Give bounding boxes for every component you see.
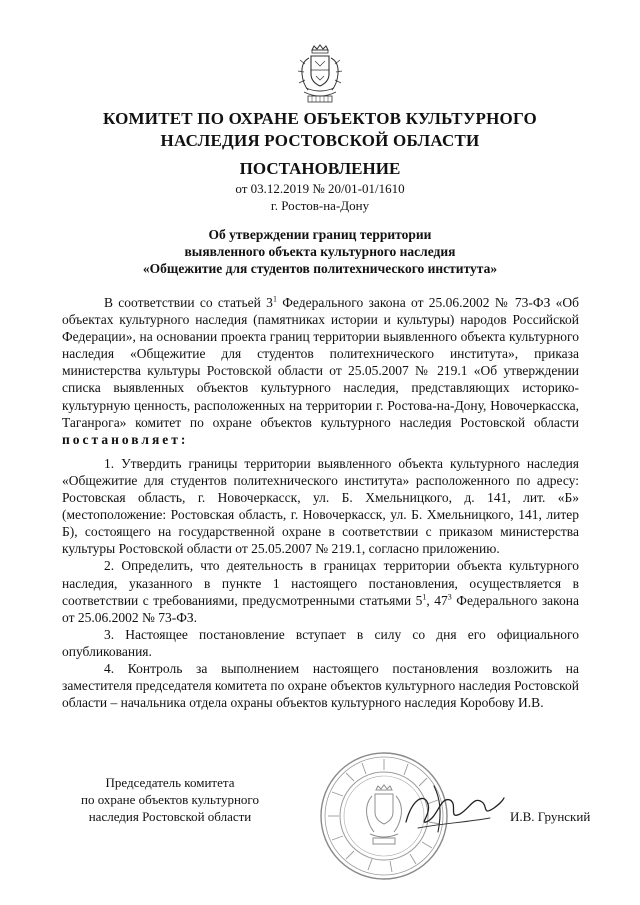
organization-name-line2: НАСЛЕДИЯ РОСТОВСКОЙ ОБЛАСТИ (160, 131, 480, 150)
signer-title (70, 774, 270, 825)
preamble-text-b: Федерального закона от 25.06.2002 № 73-ФЗ «Об объектах культурного наследия (памятниках истории и культуры) народов Российской Федерации», на основании проекта границ территории выявленного объекта культурного наследия «Общежитие для студентов политехнического института», приказа министерства культуры Ростовской области от 25.05.2007 № 219.1 «Об утверждении списка выявленных объектов культурного наследия, представляющих историко-культурную ценность, расположенных на территории г. Ростова-на-Дону, Новочеркасска, Таганрога» комитет по охране объектов культурного наследия Ростовской области (62, 295, 579, 430)
signer-name: И.В. Грунский (510, 809, 591, 824)
subject-line1: Об утверждении границ территории (208, 227, 432, 242)
document-body (62, 294, 579, 711)
document-subject (60, 226, 580, 277)
decree-word: постановляет: (62, 431, 189, 447)
organization-name-line1: КОМИТЕТ ПО ОХРАНЕ ОБЪЕКТОВ КУЛЬТУРНОГО (103, 109, 537, 128)
organization-name (60, 108, 580, 152)
signer-title-line2: по охране объектов культурного (81, 792, 259, 807)
document-type: ПОСТАНОВЛЕНИЕ (239, 159, 401, 178)
item-2-superscript-1: 1 (422, 592, 427, 602)
signer-title-line1: Председатель комитета (105, 775, 235, 790)
item-2-superscript-2: 3 (447, 592, 452, 602)
handwritten-signature-icon (398, 778, 508, 838)
item-2-text-b: , 47 (426, 592, 448, 608)
signer-title-line3: наследия Ростовской области (88, 809, 252, 824)
document-date-number: от 03.12.2019 № 20/01-01/1610 (235, 181, 405, 196)
preamble-superscript: 1 (272, 294, 277, 304)
preamble-text-a: В соответствии со статьей 3 (104, 295, 273, 310)
subject-line2: выявленного объекта культурного наследия (184, 244, 456, 259)
item-1: 1. Утвердить границы территории выявленного объекта культурного наследия «Общежитие для студентов политехнического института» расположенного по адресу: Ростовская область, г. Новочеркасск, ул. Б. Хмельницкого, д. 141, лит. «Б» (местоположение: Ростовская область, г. Новочеркасск, ул. Б. Хмельницкого, 141, литер Б), состоящего на государственной охране в соответствии с приказом министерства культуры Ростовской области от 25.05.2007 № 219.1, согласно приложению. (62, 455, 579, 557)
subject-line3: «Общежитие для студентов политехнического института» (142, 261, 498, 276)
document-meta (60, 180, 580, 214)
item-2-text-a: 2. Определить, что деятельность в границах территории объекта культурного наследия, указанного в пункте 1 настоящего постановления, осуществляется в соответствии с требованиями, предусмотренными статьями 5 (62, 558, 579, 608)
item-2-text-c: Федерального закона от 25.06.2002 № 73-ФЗ. (62, 592, 580, 625)
item-4: 4. Контроль за выполнением настоящего постановления возложить на заместителя председателя комитета по охране объектов культурного наследия Ростовской области – начальника отдела охраны объектов культурного наследия Коробову И.В. (62, 660, 579, 711)
item-3: 3. Настоящее постановление вступает в силу со дня его официального опубликования. (62, 626, 579, 659)
item-2 (62, 557, 579, 625)
preamble-paragraph (62, 294, 579, 448)
document-city: г. Ростов-на-Дону (270, 198, 370, 213)
coat-of-arms-icon (294, 44, 346, 106)
